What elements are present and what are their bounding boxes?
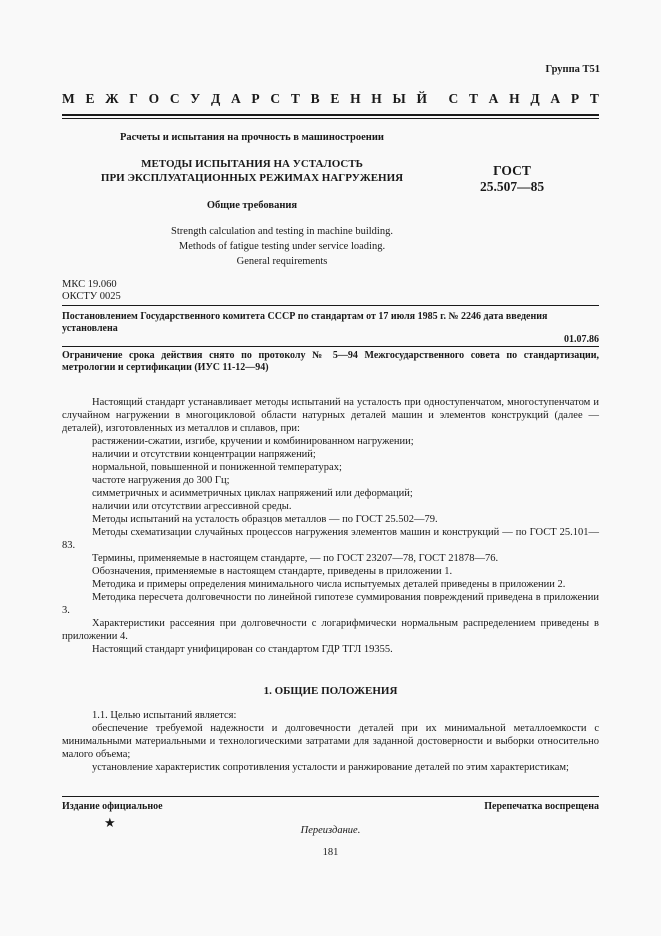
condition-item: частоте нагружения до 300 Гц; — [92, 475, 230, 486]
heading-letter: Т — [290, 91, 300, 106]
english-title-line-2: Methods of fatigue testing under service loading. — [178, 241, 386, 252]
section-paragraph: установление характеристик сопротивления усталости и ранжирование деталей по этим характеристикам; — [92, 762, 569, 773]
date-rule — [62, 346, 599, 347]
english-title — [62, 224, 502, 269]
gost-designation — [452, 163, 572, 195]
body-paragraph: Настоящий стандарт унифицирован со стандартом ГДР ТГЛ 19355. — [92, 644, 393, 655]
group-code: Группа Т51 — [545, 64, 600, 75]
heading-letter: А — [488, 91, 499, 106]
decree-text: Постановлением Государственного комитета СССР по стандартам от 17 июля 1985 г. № 2246 дата введения установлена — [62, 311, 548, 334]
decree-rule — [62, 305, 599, 306]
okstu-code: ОКСТУ 0025 — [62, 290, 121, 302]
heading-letter: Ы — [392, 91, 406, 106]
body-paragraph: Обозначения, применяемые в настоящем стандарте, приведены в приложении 1. — [92, 566, 453, 577]
heading-letter: У — [190, 91, 201, 106]
heading-letter: С — [270, 91, 281, 106]
gost-label: ГОСТ — [493, 163, 531, 178]
condition-item: наличии или отсутствии агрессивной среды. — [92, 501, 292, 512]
heading-letter: Ж — [105, 91, 119, 106]
document-subtitle: Общие требования — [206, 200, 298, 211]
body-paragraph: Методы испытаний на усталость образцов металлов — по ГОСТ 25.502—79. — [92, 514, 438, 525]
heading-letter: В — [310, 91, 320, 106]
star-icon: ★ — [104, 815, 116, 830]
heading-letter: Р — [570, 91, 580, 106]
body-paragraph: Термины, применяемые в настоящем стандарте, — по ГОСТ 23207—78, ГОСТ 21878—76. — [92, 553, 499, 564]
english-title-line-3: General requirements — [236, 256, 328, 267]
heading-letter: Д — [530, 91, 540, 106]
heading-letter: Н — [350, 91, 361, 106]
heading-letter: М — [62, 91, 75, 106]
header-rule — [62, 114, 599, 116]
heading-letter: С — [448, 91, 459, 106]
condition-item: симметричных и асимметричных циклах напряжений или деформаций; — [92, 488, 413, 499]
condition-item: нормальной, повышенной и пониженной температурах; — [92, 462, 342, 473]
classification-codes — [62, 279, 121, 302]
heading-letter: А — [230, 91, 241, 106]
reissue-note: Переиздание. — [300, 825, 361, 836]
footer-rule — [62, 796, 599, 797]
heading-letter: О — [148, 91, 160, 106]
heading-letter: А — [550, 91, 561, 106]
body-paragraph: Методика и примеры определения минимального числа испытуемых деталей приведены в приложении 2. — [92, 579, 566, 590]
body-text — [62, 396, 599, 656]
condition-item: растяжении-сжатии, изгибе, кручении и комбинированном нагружении; — [92, 436, 414, 447]
body-paragraph: Характеристики рассеяния при долговечности с логарифмически нормальным распределением приведены в приложении 4. — [62, 618, 599, 642]
standard-type-heading — [62, 91, 599, 107]
reprint-notice: Перепечатка воспрещена — [484, 801, 599, 812]
english-title-line-1: Strength calculation and testing in machine building. — [171, 226, 393, 237]
mks-code: МКС 19.060 — [62, 279, 117, 290]
heading-letter: Н — [509, 91, 520, 106]
heading-letter: Н — [371, 91, 382, 106]
limitation-text: Ограничение срока действия снято по протоколу № 5—94 Межгосударственного совета по стандартизации, метрологии и сертификации (ИУС 11-12—94) — [62, 350, 599, 373]
introduction-date: 01.07.86 — [564, 334, 599, 345]
heading-letter: Р — [251, 91, 260, 106]
body-paragraph: Методика пересчета долговечности по линейной гипотезе суммирования повреждений приведена в приложении 3. — [62, 592, 599, 616]
heading-letter: Е — [85, 91, 95, 106]
document-title-line-1: МЕТОДЫ ИСПЫТАНИЯ НА УСТАЛОСТЬ — [141, 158, 363, 170]
page-number: 181 — [322, 847, 339, 858]
section-paragraph: обеспечение требуемой надежности и долговечности деталей при их минимальной металлоемкости с минимальными материальными и технологическими затратами для заданной достоверности и выборки относительно малого объема; — [62, 723, 599, 760]
header-rule-thin — [62, 118, 599, 119]
intro-paragraph: Настоящий стандарт устанавливает методы испытаний на усталость при одноступенчатом, многоступенчатом и случайном нагружении в многоцикловой области натурных деталей машин и элементов конструкций (далее — деталей), изготовленных из металлов и сплавов, при: — [62, 397, 599, 434]
heading-letter: Г — [129, 91, 138, 106]
heading-letter: Д — [210, 91, 221, 106]
condition-item: наличии и отсутствии концентрации напряжений; — [92, 449, 316, 460]
body-paragraph: Методы схематизации случайных процессов нагружения элементов машин и конструкций — по ГОСТ 25.101—83. — [62, 527, 599, 551]
document-title — [62, 157, 442, 185]
series-title: Расчеты и испытания на прочность в машиностроении — [120, 132, 384, 143]
document-title-line-2: ПРИ ЭКСПЛУАТАЦИОННЫХ РЕЖИМАХ НАГРУЖЕНИЯ — [100, 172, 404, 184]
gost-number: 25.507—85 — [479, 179, 545, 194]
heading-letter: Т — [468, 91, 478, 106]
heading-letter: Е — [330, 91, 340, 106]
section-body — [62, 709, 599, 774]
section-heading: 1. ОБЩИЕ ПОЛОЖЕНИЯ — [263, 685, 398, 697]
section-paragraph: 1.1. Целью испытаний является: — [92, 710, 237, 721]
heading-letter: С — [169, 91, 180, 106]
heading-letter: Й — [416, 91, 428, 106]
heading-letter: Т — [589, 91, 599, 106]
official-edition: Издание официальное — [62, 801, 163, 812]
